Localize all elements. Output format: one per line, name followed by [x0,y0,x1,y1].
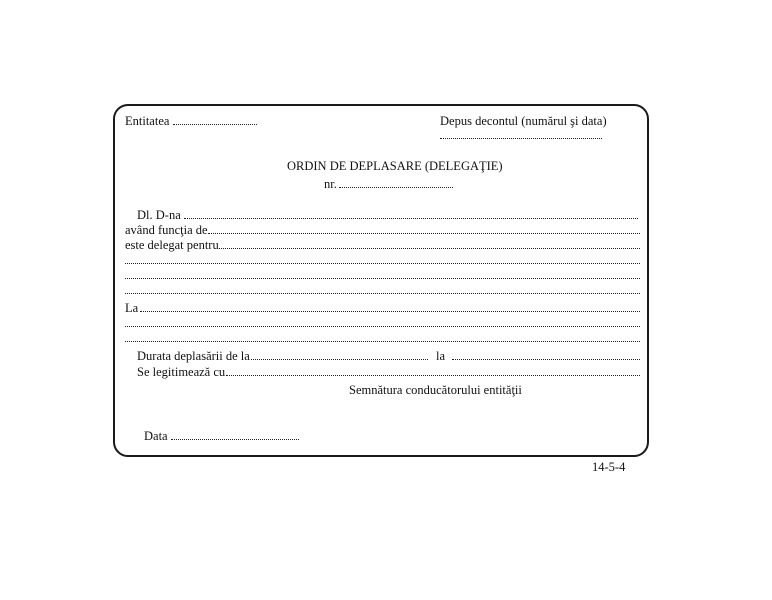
delegate-field[interactable] [217,248,640,249]
destination-label: La [125,301,139,315]
deposit-label: Depus decontul (numărul şi data) [440,114,607,128]
date-label: Data [144,429,168,443]
delegate-label: este delegat pentru [125,238,219,252]
number-field[interactable] [339,187,453,188]
id-label: Se legitimează cu [137,365,226,379]
delegate-field-line-2[interactable] [125,263,640,264]
id-field[interactable] [226,375,640,376]
form-title: ORDIN DE DEPLASARE (DELEGAŢIE) [287,159,503,173]
duration-from-field[interactable] [251,359,428,360]
entity-label: Entitatea [125,114,170,128]
duration-to-field[interactable] [452,359,640,360]
destination-field[interactable] [140,311,640,312]
deposit-field[interactable] [440,138,602,139]
delegate-field-line-4[interactable] [125,293,640,294]
delegation-order-form [113,104,649,457]
entity-field[interactable] [173,124,257,125]
date-field[interactable] [171,439,299,440]
destination-field-line-3[interactable] [125,341,640,342]
person-field[interactable] [184,218,638,219]
duration-label: Durata deplasării de la [137,349,250,363]
person-label: Dl. D-na [137,208,181,222]
number-label: nr. [324,177,337,191]
signature-label: Semnătura conducătorului entităţii [349,383,522,397]
duration-to-label: la [436,349,446,363]
function-field[interactable] [208,233,640,234]
delegate-field-line-3[interactable] [125,278,640,279]
destination-field-line-2[interactable] [125,326,640,327]
function-label: având funcţia de [125,223,208,237]
form-code: 14-5-4 [592,460,626,474]
